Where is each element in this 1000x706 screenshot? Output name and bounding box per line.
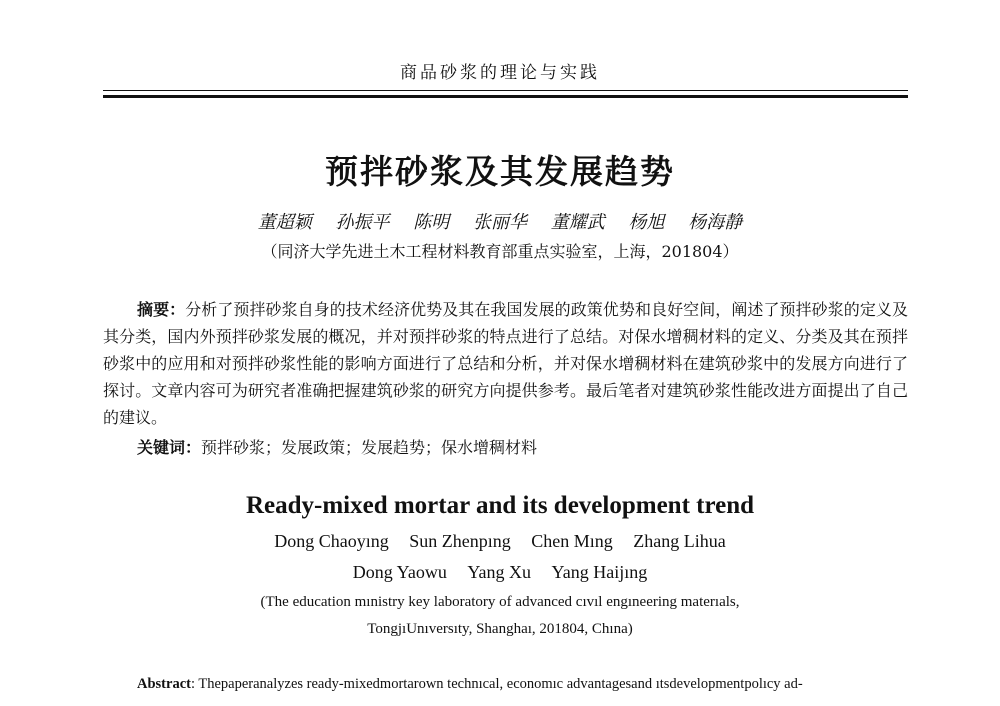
affiliation-en-line2: TongjıUnıversıty, Shanghaı, 201804, Chına): [367, 621, 633, 637]
author-zh: 张丽华: [473, 212, 527, 233]
abstract-en: [137, 676, 917, 693]
author-en: Yang Haijıng: [551, 562, 648, 582]
affiliation-zh: （同济大学先进土木工程材料教育部重点实验室，上海，201804）: [261, 242, 739, 261]
authors-zh: [0, 208, 1000, 234]
paper-title-zh: 预拌砂浆及其发展趋势: [325, 152, 675, 191]
authors-en-line2: [0, 562, 1000, 583]
affiliation-en-line1: (The education mınistry key laboratory of advanced cıvıl engıneering materıals,: [260, 594, 740, 610]
paper-title-en: Ready-mixed mortar and its development trend: [245, 492, 755, 519]
abstract-en-label: Abstract: [137, 676, 191, 692]
abstract-zh-text: 分析了预拌砂浆自身的技术经济优势及其在我国发展的政策优势和良好空间，阐述了预拌砂浆的定义及其分类，国内外预拌砂浆发展的概况，并对预拌砂浆的特点进行了总结。对保水增稠材料的定义、分类及其在预拌砂浆中的应用和对预拌砂浆性能的影响方面进行了总结和分析，并对保水增稠材料在建筑砂浆中的发展方向进行了探讨。文章内容可为研究者准确把握建筑砂浆的研究方向提供参考。最后笔者对建筑砂浆性能改进方面提出了自己的建议。: [103, 300, 908, 427]
abstract-en-sep: :: [190, 676, 199, 692]
abstract-en-text: Thepaperanalyzes ready-mixedmortarown technıcal, economıc advantagesand ıtsdevelopmentpolıcy ad-: [198, 676, 803, 692]
author-zh: 陈明: [413, 212, 450, 233]
author-en: Dong Chaoyıng: [274, 531, 389, 551]
author-en: Sun Zhenpıng: [409, 531, 511, 551]
abstract-zh: [103, 296, 908, 431]
author-zh: 董超颖: [257, 212, 312, 233]
abstract-zh-label: 摘要：: [137, 300, 186, 319]
author-zh: 董耀武: [550, 212, 605, 233]
header-rule-thick: [103, 95, 908, 98]
author-en: Chen Mıng: [531, 531, 613, 551]
author-en: Dong Yaowu: [352, 562, 447, 582]
author-en: Yang Xu: [467, 562, 532, 582]
keywords-zh: [137, 435, 907, 458]
keywords-zh-text: 预拌砂浆；发展政策；发展趋势；保水增稠材料: [201, 438, 538, 457]
author-zh: 杨海静: [688, 212, 743, 233]
author-en: Zhang Lihua: [633, 531, 726, 551]
header-rule-thin: [103, 90, 908, 91]
running-header: 商品砂浆的理论与实践: [400, 63, 600, 83]
authors-en-line1: [0, 531, 1000, 552]
keywords-zh-label: 关键词：: [137, 438, 202, 457]
author-zh: 孙振平: [335, 212, 390, 233]
author-zh: 杨旭: [628, 212, 665, 233]
